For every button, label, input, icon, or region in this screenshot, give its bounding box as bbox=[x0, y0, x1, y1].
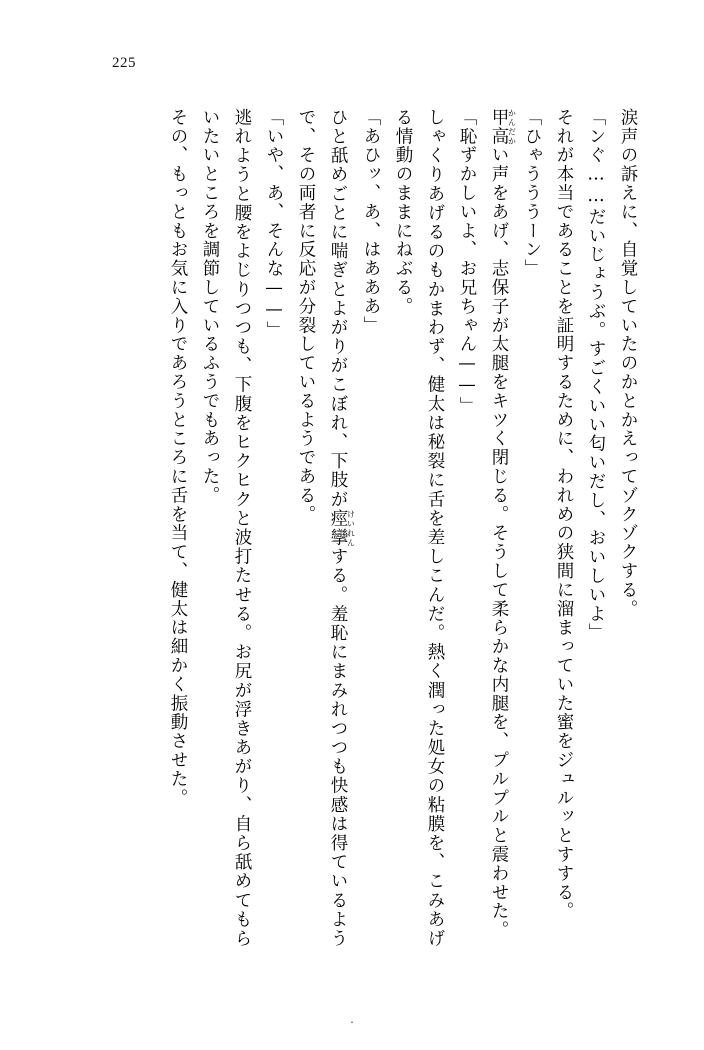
ruby-annotation: 痙攣けいれん bbox=[328, 509, 356, 548]
paragraph: 涙声の訴えに、自覚していたのかとかえってゾクゾクする。 bbox=[618, 108, 638, 619]
paragraph: 甲高かんだかい声をあげ、志保子が太腿をキツく閉じる。そうして柔らかな内腿を、プルプルと震わせた。 bbox=[489, 108, 517, 940]
paragraph: 「恥ずかしいよ、お兄ちゃん——」 bbox=[457, 108, 477, 416]
paragraph: 「いや、あ、そんな——」 bbox=[264, 108, 284, 340]
paragraph: その、もっともお気に入りであろうところに舌を当て、健太は細かく振動させた。 bbox=[168, 108, 188, 808]
paragraph: 「ンぐ……だいじょうぶ。すごくいい匂いだし、おいしいよ」 bbox=[586, 108, 606, 643]
paragraph: 「あひッ、あ、はあああ」 bbox=[361, 108, 381, 335]
page-number: 225 bbox=[112, 55, 136, 71]
paragraph: それが本当であることを証明するために、われめの狭間に溜まっていた蜜をジュルッとすする。 bbox=[554, 108, 574, 921]
paragraph: 「ひゃうううーン」 bbox=[522, 108, 542, 279]
paragraph: ひと舐めごとに喘ぎとよがりがこぼれ、下肢が痙攣けいれんする。羞恥にまみれつつも快感は得ているようで、その両者に反応が分裂しているようである。 bbox=[296, 108, 356, 948]
footer-mark: . bbox=[350, 1013, 354, 1026]
paragraph: しゃくりあげるのもかまわず、健太は秘裂に舌を差しこんだ。熱く潤った処女の粘膜を、こみあげる情動のままにねぶる。 bbox=[393, 108, 445, 948]
paragraph: 逃れようと腰をよじりつつも、下腹をヒクヒクと波打たせる。お尻が浮きあがり、自ら舐めてもらいたいところを調節しているふうでもあった。 bbox=[200, 108, 252, 948]
ruby-annotation: 甲高かんだか bbox=[489, 108, 517, 146]
body-text bbox=[60, 108, 644, 948]
